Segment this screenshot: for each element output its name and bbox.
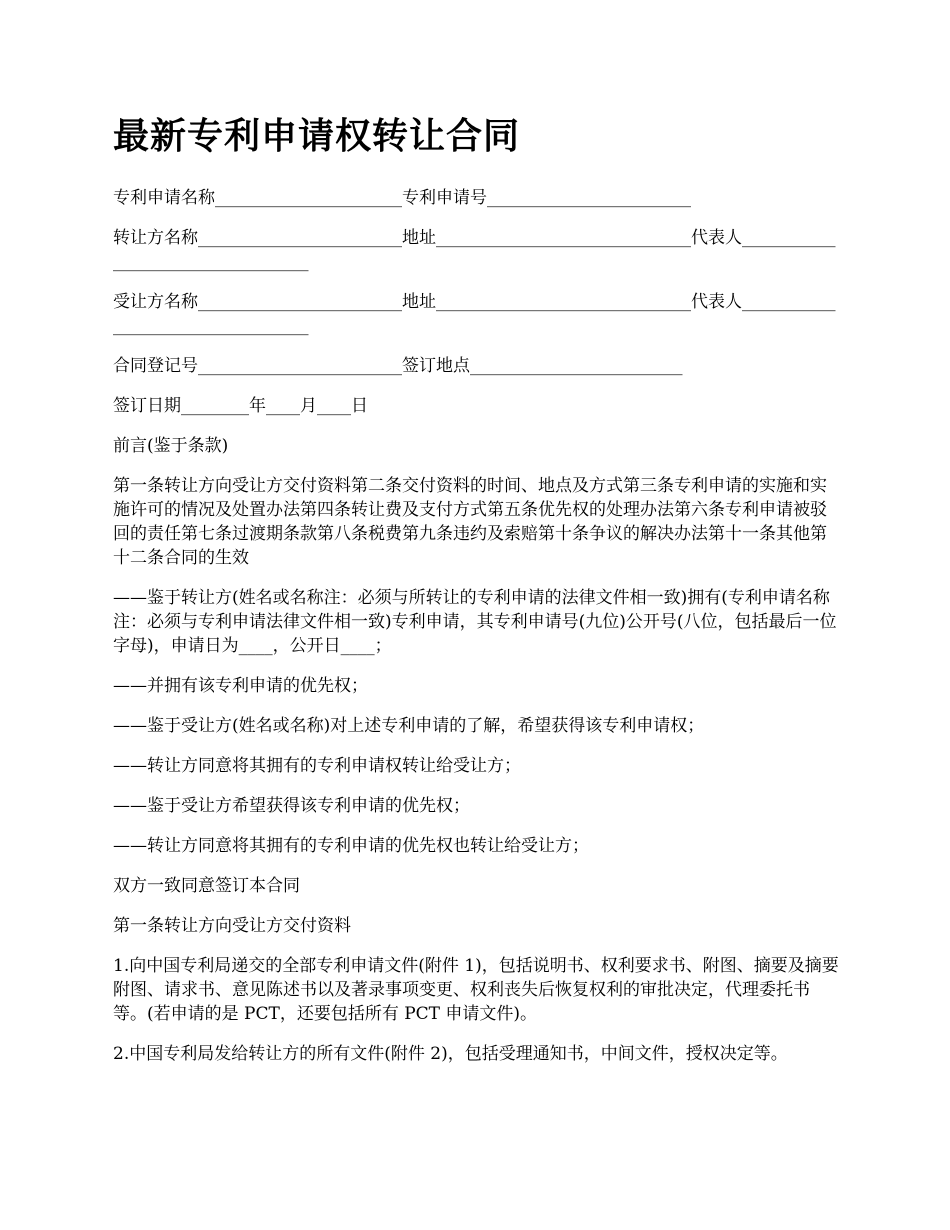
field-application-name: 专利申请名称______________________专利申请号________________________ [113,188,691,208]
recital-paragraph: ——转让方同意将其拥有的专利申请的优先权也转让给受让方； [113,836,589,856]
field-registration-number: 合同登记号________________________签订地点_________________________ [113,356,683,376]
recital-paragraph: ——鉴于受让方希望获得该专利申请的优先权； [113,796,470,816]
recital-paragraph: ——并拥有该专利申请的优先权； [113,676,368,696]
field-transferor: 转让方名称________________________地址______________________________代表人__________________________________ [113,228,836,272]
article-1-item: 1.向中国专利局递交的全部专利申请文件(附件 1)，包括说明书、权利要求书、附图、摘要及摘要附图、请求书、意见陈述书以及著录事项变更、权利丧失后恢复权利的审批决定，代理委托书等。(若申请的是 PCT，还要包括所有 PCT 申请文件)。 [113,956,839,1024]
article-1-heading: 第一条转让方向受让方交付资料 [113,916,351,936]
field-transferee: 受让方名称________________________地址______________________________代表人__________________________________ [113,292,836,336]
recital-paragraph: ——鉴于受让方(姓名或名称)对上述专利申请的了解，希望获得该专利申请权； [113,716,705,736]
recital-paragraph: ——转让方同意将其拥有的专利申请权转让给受让方； [113,756,521,776]
clause-list-paragraph: 第一条转让方向受让方交付资料第二条交付资料的时间、地点及方式第三条专利申请的实施和实施许可的情况及处置办法第四条转让费及支付方式第五条优先权的处理办法第六条专利申请被驳回的责任第七条过渡期条款第八条税费第九条违约及索赔第十条争议的解决办法第十一条其他第十二条合同的生效 [113,476,827,568]
document-title: 最新专利申请权转让合同 [113,115,521,157]
recital-paragraph: ——鉴于转让方(姓名或名称注：必须与所转让的专利申请的法律文件相一致)拥有(专利申请名称注：必须与专利申请法律文件相一致)专利申请，其专利申请号(九位)公开号(八位，包括最后一位字母)，申请日为____，公开日____； [113,588,837,656]
article-1-item: 2.中国专利局发给转让方的所有文件(附件 2)，包括受理通知书，中间文件，授权决定等。 [113,1044,788,1064]
field-signing-date: 签订日期________年____月____日 [113,396,368,416]
agreement-statement: 双方一致同意签订本合同 [113,876,300,896]
document-page [113,108,843,1082]
preface-heading: 前言(鉴于条款) [113,436,229,456]
